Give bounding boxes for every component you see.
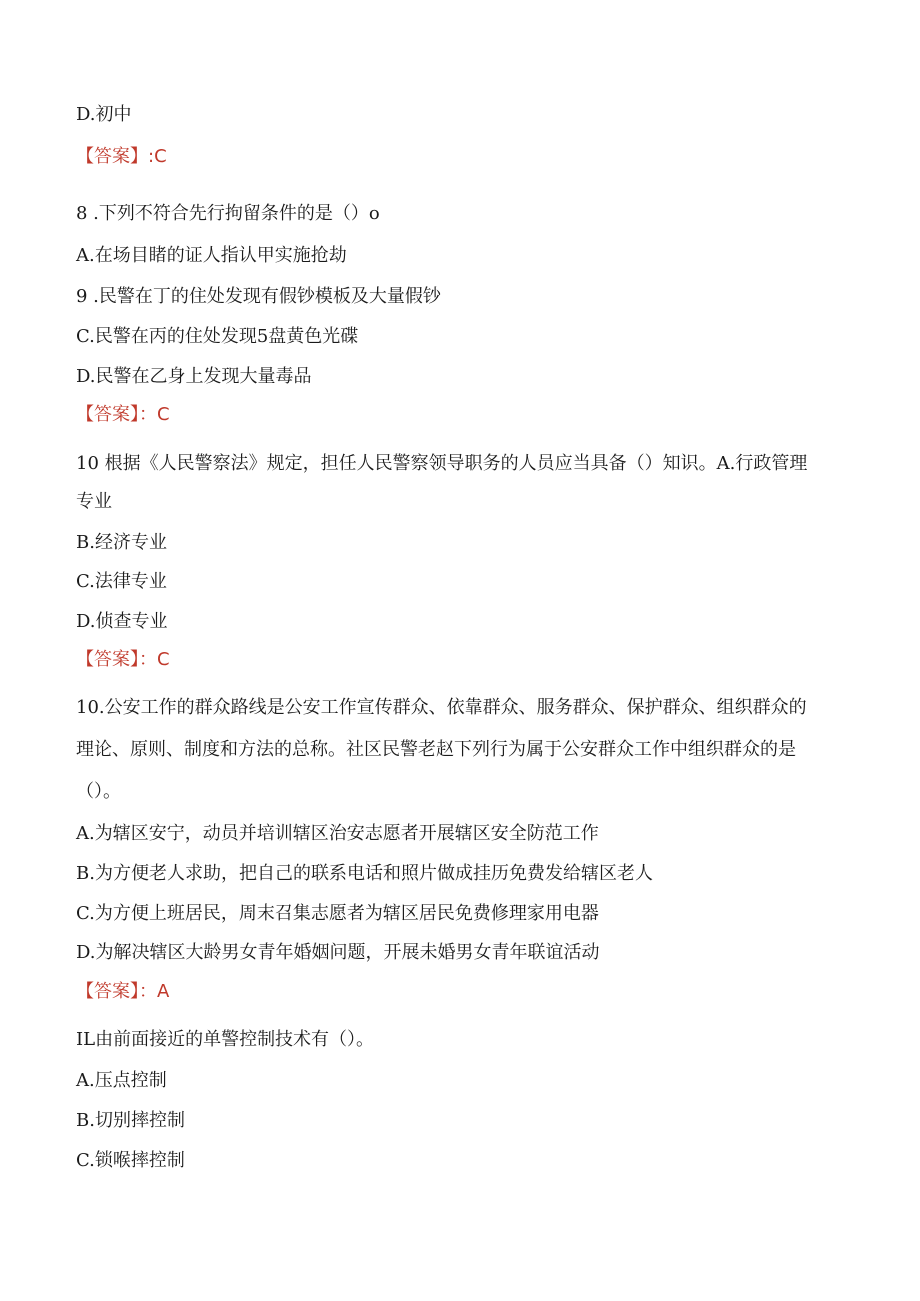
option-line: A.为辖区安宁，动员并培训辖区治安志愿者开展辖区安全防范工作 <box>76 823 599 844</box>
answer-line: 【答案】:C <box>76 146 167 167</box>
option-line: D.初中 <box>76 104 132 125</box>
option-line: B.经济专业 <box>76 532 167 553</box>
question-line: 8 .下列不符合先行拘留条件的是（）o <box>76 203 380 224</box>
option-line: C.为方便上班居民，周末召集志愿者为辖区居民免费修理家用电器 <box>76 903 599 924</box>
answer-line: 【答案】：C <box>76 404 170 425</box>
question-line: （）。 <box>76 781 121 802</box>
answer-line: 【答案】：C <box>76 649 170 670</box>
option-line: C.锁喉摔控制 <box>76 1150 185 1171</box>
option-line: A.在场目睹的证人指认甲实施抢劫 <box>76 245 347 266</box>
question-line: 10.公安工作的群众路线是公安工作宣传群众、依靠群众、服务群众、保护群众、组织群众的 <box>76 697 807 718</box>
option-line: D.民警在乙身上发现大量毒品 <box>76 366 312 387</box>
answer-line: 【答案】：A <box>76 981 170 1002</box>
option-line: B.切别摔控制 <box>76 1110 185 1131</box>
option-line: B.为方便老人求助，把自己的联系电话和照片做成挂历免费发给辖区老人 <box>76 863 653 884</box>
question-line: 专业 <box>76 491 112 512</box>
option-line: D.为解决辖区大龄男女青年婚姻问题，开展未婚男女青年联谊活动 <box>76 942 600 963</box>
option-line: C.法律专业 <box>76 571 167 592</box>
question-line: 理论、原则、制度和方法的总称。社区民警老赵下列行为属于公安群众工作中组织群众的是 <box>76 739 796 760</box>
question-line: IL由前面接近的单警控制技术有（）。 <box>76 1029 375 1050</box>
option-line: D.侦查专业 <box>76 611 168 632</box>
option-line: A.压点控制 <box>76 1070 167 1091</box>
option-line: C.民警在丙的住处发现5盘黄色光碟 <box>76 326 359 347</box>
question-line: 9 .民警在丁的住处发现有假钞模板及大量假钞 <box>76 286 441 307</box>
question-line: 10 根据《人民警察法》规定，担任人民警察领导职务的人员应当具备（）知识。A.行政管理 <box>76 453 808 474</box>
